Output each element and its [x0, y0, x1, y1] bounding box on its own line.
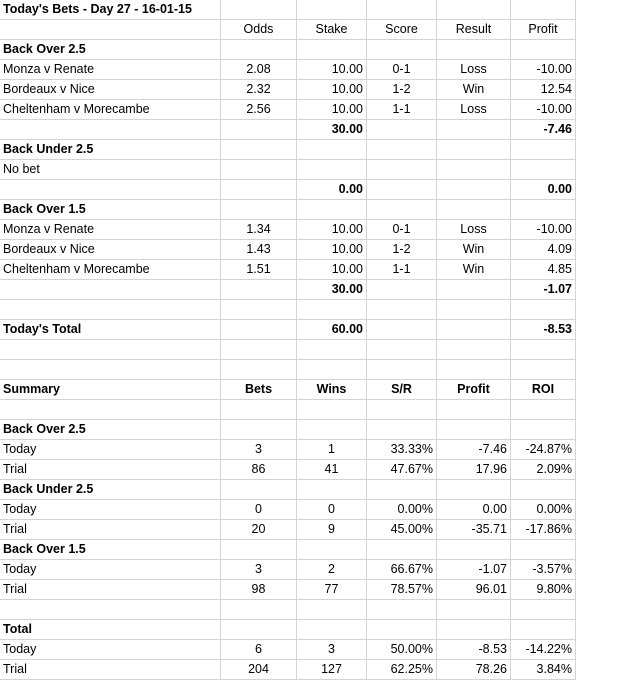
summary-roi[interactable]: -17.86% [511, 520, 576, 540]
score-cell[interactable]: 1-2 [367, 80, 437, 100]
bet-row [0, 240, 576, 260]
odds-cell[interactable]: 1.43 [221, 240, 297, 260]
section-title[interactable]: Back Over 2.5 [0, 40, 221, 60]
summary-roi[interactable]: 9.80% [511, 580, 576, 600]
summary-profit[interactable]: 96.01 [437, 580, 511, 600]
summary-header-sr[interactable]: S/R [367, 380, 437, 400]
result-cell[interactable]: Loss [437, 220, 511, 240]
summary-sr[interactable]: 47.67% [367, 460, 437, 480]
summary-row [0, 660, 576, 680]
summary-bets[interactable]: 86 [221, 460, 297, 480]
summary-roi[interactable]: 0.00% [511, 500, 576, 520]
summary-group-row [0, 480, 576, 500]
summary-bets[interactable]: 204 [221, 660, 297, 680]
total-stake-cell[interactable]: 30.00 [297, 120, 367, 140]
summary-profit[interactable]: 17.96 [437, 460, 511, 480]
title-row [0, 0, 576, 20]
stake-cell[interactable]: 10.00 [297, 220, 367, 240]
summary-label[interactable]: Today [0, 560, 221, 580]
summary-sr[interactable]: 66.67% [367, 560, 437, 580]
profit-cell[interactable]: -10.00 [511, 60, 576, 80]
bet-row [0, 80, 576, 100]
summary-title[interactable]: Summary [0, 380, 221, 400]
summary-sr[interactable]: 33.33% [367, 440, 437, 460]
header-profit[interactable]: Profit [511, 20, 576, 40]
summary-header-profit[interactable]: Profit [437, 380, 511, 400]
summary-label[interactable]: Trial [0, 520, 221, 540]
todays-total-row [0, 320, 576, 340]
total-profit-cell[interactable]: -7.46 [511, 120, 576, 140]
todays-total-label[interactable]: Today's Total [0, 320, 221, 340]
header-score[interactable]: Score [367, 20, 437, 40]
no-bet-row [0, 160, 576, 180]
summary-sr[interactable]: 45.00% [367, 520, 437, 540]
summary-label[interactable]: Today [0, 500, 221, 520]
summary-header-wins[interactable]: Wins [297, 380, 367, 400]
score-cell[interactable]: 1-1 [367, 100, 437, 120]
summary-roi[interactable]: -24.87% [511, 440, 576, 460]
blank-row [0, 340, 576, 360]
summary-bets[interactable]: 3 [221, 440, 297, 460]
no-bet-cell[interactable]: No bet [0, 160, 221, 180]
summary-wins[interactable]: 127 [297, 660, 367, 680]
summary-wins[interactable]: 2 [297, 560, 367, 580]
total-profit-cell[interactable]: -1.07 [511, 280, 576, 300]
bet-row [0, 60, 576, 80]
summary-wins[interactable]: 1 [297, 440, 367, 460]
blank-row [0, 300, 576, 320]
stake-cell[interactable]: 10.00 [297, 80, 367, 100]
summary-label[interactable]: Today [0, 440, 221, 460]
bet-row [0, 100, 576, 120]
summary-sr[interactable]: 0.00% [367, 500, 437, 520]
summary-bets[interactable]: 20 [221, 520, 297, 540]
summary-row [0, 520, 576, 540]
summary-group-title[interactable]: Back Under 2.5 [0, 480, 221, 500]
section-total-row [0, 180, 576, 200]
summary-wins[interactable]: 77 [297, 580, 367, 600]
summary-profit[interactable]: 0.00 [437, 500, 511, 520]
summary-header-bets[interactable]: Bets [221, 380, 297, 400]
result-cell[interactable]: Loss [437, 60, 511, 80]
summary-group-title[interactable]: Back Over 2.5 [0, 420, 221, 440]
stake-cell[interactable]: 10.00 [297, 240, 367, 260]
total-profit-cell[interactable]: 0.00 [511, 180, 576, 200]
score-cell[interactable]: 1-2 [367, 240, 437, 260]
summary-group-title[interactable]: Back Over 1.5 [0, 540, 221, 560]
header-result[interactable]: Result [437, 20, 511, 40]
summary-roi[interactable]: 3.84% [511, 660, 576, 680]
summary-header-row [0, 380, 576, 400]
summary-sr[interactable]: 50.00% [367, 640, 437, 660]
match-cell[interactable]: Cheltenham v Morecambe [0, 100, 221, 120]
todays-total-stake[interactable]: 60.00 [297, 320, 367, 340]
summary-group-row [0, 540, 576, 560]
profit-cell[interactable]: -10.00 [511, 100, 576, 120]
bets-header-row [0, 20, 576, 40]
summary-group-row [0, 420, 576, 440]
match-cell[interactable]: Bordeaux v Nice [0, 240, 221, 260]
summary-label[interactable]: Trial [0, 460, 221, 480]
summary-roi[interactable]: -14.22% [511, 640, 576, 660]
profit-cell[interactable]: 4.85 [511, 260, 576, 280]
bet-row [0, 220, 576, 240]
summary-bets[interactable]: 0 [221, 500, 297, 520]
blank-row [0, 600, 576, 620]
profit-cell[interactable]: 12.54 [511, 80, 576, 100]
total-stake-cell[interactable]: 30.00 [297, 280, 367, 300]
total-stake-cell[interactable]: 0.00 [297, 180, 367, 200]
summary-row [0, 500, 576, 520]
result-cell[interactable]: Win [437, 260, 511, 280]
summary-profit[interactable]: -1.07 [437, 560, 511, 580]
score-cell[interactable]: 1-1 [367, 260, 437, 280]
summary-wins[interactable]: 41 [297, 460, 367, 480]
summary-group-title[interactable]: Total [0, 620, 221, 640]
match-cell[interactable]: Monza v Renate [0, 60, 221, 80]
header-stake[interactable]: Stake [297, 20, 367, 40]
section-heading-row [0, 200, 576, 220]
sheet-title[interactable]: Today's Bets - Day 27 - 16-01-15 [0, 0, 221, 20]
summary-bets[interactable]: 98 [221, 580, 297, 600]
summary-bets[interactable]: 6 [221, 640, 297, 660]
odds-cell[interactable]: 2.56 [221, 100, 297, 120]
summary-profit[interactable]: 78.26 [437, 660, 511, 680]
odds-cell[interactable]: 1.34 [221, 220, 297, 240]
summary-row [0, 440, 576, 460]
score-cell[interactable]: 0-1 [367, 220, 437, 240]
odds-cell[interactable]: 1.51 [221, 260, 297, 280]
summary-row [0, 460, 576, 480]
section-heading-row [0, 40, 576, 60]
header-odds[interactable]: Odds [221, 20, 297, 40]
match-cell[interactable]: Bordeaux v Nice [0, 80, 221, 100]
summary-profit[interactable]: -8.53 [437, 640, 511, 660]
result-cell[interactable]: Win [437, 240, 511, 260]
summary-roi[interactable]: -3.57% [511, 560, 576, 580]
summary-roi[interactable]: 2.09% [511, 460, 576, 480]
stake-cell[interactable]: 10.00 [297, 60, 367, 80]
section-title[interactable]: Back Over 1.5 [0, 200, 221, 220]
summary-profit[interactable]: -35.71 [437, 520, 511, 540]
section-total-row [0, 280, 576, 300]
summary-sr[interactable]: 78.57% [367, 580, 437, 600]
match-cell[interactable]: Monza v Renate [0, 220, 221, 240]
summary-row [0, 560, 576, 580]
summary-wins[interactable]: 0 [297, 500, 367, 520]
summary-label[interactable]: Trial [0, 660, 221, 680]
summary-row [0, 580, 576, 600]
profit-cell[interactable]: -10.00 [511, 220, 576, 240]
summary-group-row [0, 620, 576, 640]
summary-row [0, 640, 576, 660]
summary-bets[interactable]: 3 [221, 560, 297, 580]
summary-wins[interactable]: 3 [297, 640, 367, 660]
result-cell[interactable]: Win [437, 80, 511, 100]
bet-row [0, 260, 576, 280]
todays-total-profit[interactable]: -8.53 [511, 320, 576, 340]
section-title[interactable]: Back Under 2.5 [0, 140, 221, 160]
odds-cell[interactable]: 2.08 [221, 60, 297, 80]
summary-sr[interactable]: 62.25% [367, 660, 437, 680]
stake-cell[interactable]: 10.00 [297, 260, 367, 280]
profit-cell[interactable]: 4.09 [511, 240, 576, 260]
summary-header-roi[interactable]: ROI [511, 380, 576, 400]
summary-wins[interactable]: 9 [297, 520, 367, 540]
summary-profit[interactable]: -7.46 [437, 440, 511, 460]
stake-cell[interactable]: 10.00 [297, 100, 367, 120]
odds-cell[interactable]: 2.32 [221, 80, 297, 100]
result-cell[interactable]: Loss [437, 100, 511, 120]
score-cell[interactable]: 0-1 [367, 60, 437, 80]
blank-row [0, 360, 576, 380]
summary-label[interactable]: Today [0, 640, 221, 660]
summary-label[interactable]: Trial [0, 580, 221, 600]
section-heading-row [0, 140, 576, 160]
section-total-row [0, 120, 576, 140]
match-cell[interactable]: Cheltenham v Morecambe [0, 260, 221, 280]
blank-row [0, 400, 576, 420]
